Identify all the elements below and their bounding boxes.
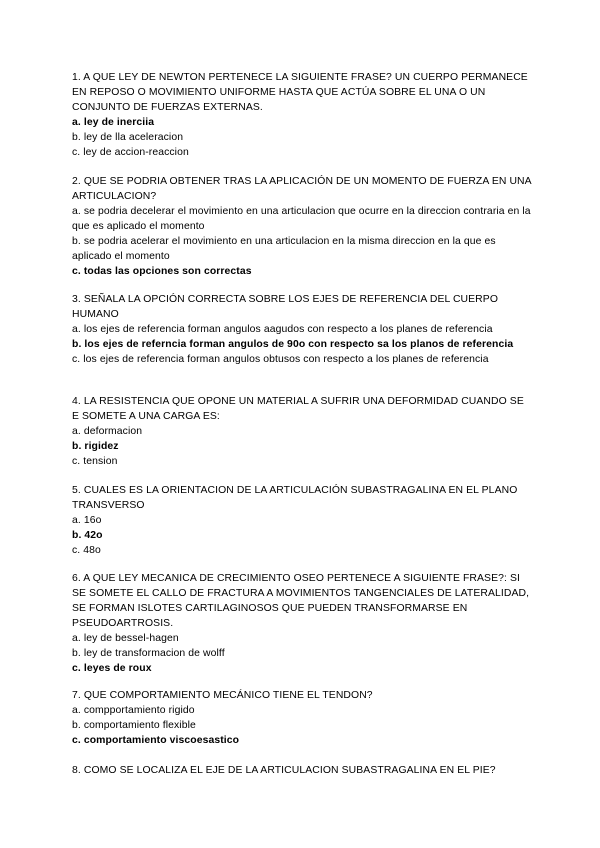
answer-option: b. 42o <box>72 530 103 541</box>
answer-option: a. deformacion <box>72 426 143 437</box>
question-4 <box>72 394 532 469</box>
answer-option: b. se podria acelerar el movimiento en una articulacion en la misma direccion en la que es aplicado el momento <box>72 236 496 262</box>
answer-option: c. 48o <box>72 545 101 556</box>
question-text: 6. A QUE LEY MECANICA DE CRECIMIENTO OSEO PERTENECE A SIGUIENTE FRASE?: SI SE SOMETE EL CALLO DE FRACTURA A MOVIMIENTOS TANGENCIALES DE LATERALIDAD, SE FORMAN ISLOTES CARTILAGINOSOS QUE PUEDEN TRANSFORMARSE EN PSEUDOARTROSIS. <box>72 573 530 629</box>
answer-option: b. rigidez <box>72 441 119 452</box>
answer-option: b. comportamiento flexible <box>72 720 196 731</box>
question-8 <box>72 763 532 778</box>
answer-option: a. se podria decelerar el movimiento en una articulacion que ocurre en la direccion contraria en la que es aplicado el momento <box>72 206 531 232</box>
answer-option: b. ley de transformacion de wolff <box>72 648 225 659</box>
answer-option: c. tension <box>72 456 118 467</box>
question-5 <box>72 483 532 558</box>
answer-option: b. los ejes de referncia forman angulos de 90o con respecto sa los planos de referencia <box>72 339 514 350</box>
answer-option: a. los ejes de referencia forman angulos aagudos con respecto a los planes de referencia <box>72 324 493 335</box>
question-7 <box>72 688 532 748</box>
question-text: 2. QUE SE PODRIA OBTENER TRAS LA APLICACIÓN DE UN MOMENTO DE FUERZA EN UNA ARTICULACION? <box>72 176 532 202</box>
answer-option: c. los ejes de referencia forman angulos obtusos con respecto a los planes de referencia <box>72 354 489 365</box>
answer-option: a. ley de inerciia <box>72 117 155 128</box>
answer-option: a. compportamiento rigido <box>72 705 195 716</box>
question-text: 3. SEÑALA LA OPCIÓN CORRECTA SOBRE LOS EJES DE REFERENCIA DEL CUERPO HUMANO <box>72 294 499 320</box>
question-text: 1. A QUE LEY DE NEWTON PERTENECE LA SIGUIENTE FRASE? UN CUERPO PERMANECE EN REPOSO O MOVIMIENTO UNIFORME HASTA QUE ACTÚA SOBRE EL UNA O UN CONJUNTO DE FUERZAS EXTERNAS. <box>72 72 528 113</box>
question-text: 5. CUALES ES LA ORIENTACION DE LA ARTICULACIÓN SUBASTRAGALINA EN EL PLANO TRANSVERSO <box>72 485 518 511</box>
question-1 <box>72 70 532 160</box>
answer-option: b. ley de lla aceleracion <box>72 132 184 143</box>
answer-option: c. todas las opciones son correctas <box>72 266 252 277</box>
answer-option: c. leyes de roux <box>72 663 152 674</box>
question-6 <box>72 571 532 676</box>
answer-option: c. comportamiento viscoesastico <box>72 735 240 746</box>
answer-option: c. ley de accion-reaccion <box>72 147 189 158</box>
question-text: 8. COMO SE LOCALIZA EL EJE DE LA ARTICULACION SUBASTRAGALINA EN EL PIE? <box>72 765 496 776</box>
answer-option: a. 16o <box>72 515 102 526</box>
question-text: 4. LA RESISTENCIA QUE OPONE UN MATERIAL A SUFRIR UNA DEFORMIDAD CUANDO SE E SOMETE A UNA CARGA ES: <box>72 396 524 422</box>
answer-option: a. ley de bessel-hagen <box>72 633 179 644</box>
question-2 <box>72 174 532 279</box>
question-text: 7. QUE COMPORTAMIENTO MECÁNICO TIENE EL TENDON? <box>72 690 373 701</box>
question-3 <box>72 292 532 367</box>
